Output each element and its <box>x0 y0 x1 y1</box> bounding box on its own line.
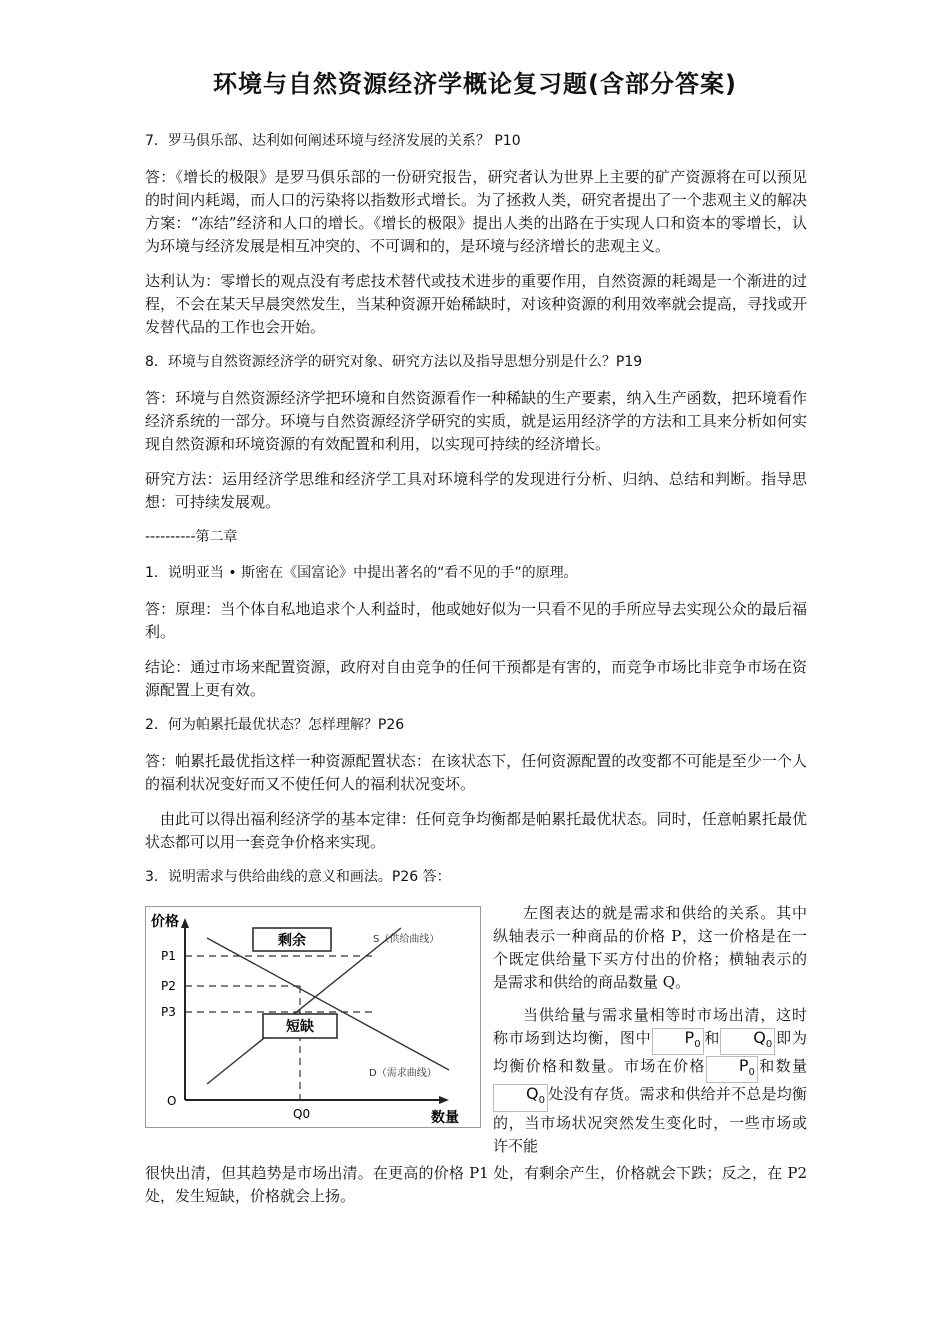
chapter2-question-3: 3．说明需求与供给曲线的意义和画法。P26 答： <box>145 869 451 885</box>
question-7: 7．罗马俱乐部、达利如何阐述环境与经济发展的关系？ P10 <box>145 133 521 149</box>
p2-tick-label: P2 <box>161 979 176 993</box>
supply-demand-diagram <box>145 906 481 1128</box>
figure-explanation-paragraph-1: 左图表达的就是需求和供给的关系。其中纵轴表示一种商品的价格 P，这一价格是在一个既定供给量下买方付出的价格；横轴表示的是需求和供给的商品数量 Q。 <box>493 904 807 991</box>
question-8: 8．环境与自然资源经济学的研究对象、研究方法以及指导思想分别是什么？P19 <box>145 354 643 370</box>
chapter2-answer-2-paragraph-1: 答：帕累托最优指这样一种资源配置状态：在该状态下，任何资源配置的改变都不可能是至少一个人的福利状况变好而又不使任何人的福利状况变坏。 <box>145 752 807 793</box>
q0-tick-label: Q0 <box>293 1107 311 1121</box>
surplus-label: 剩余 <box>278 933 306 949</box>
chapter2-question-2: 2．何为帕累托最优状态？怎样理解？P26 <box>145 717 405 733</box>
p0-symbol-2: $P_0$ <box>706 1056 758 1083</box>
demand-curve-label: D（需求曲线） <box>369 1068 437 1079</box>
shortage-label: 短缺 <box>286 1019 314 1035</box>
document-body <box>145 130 807 1220</box>
p1-tick-label: P1 <box>161 949 176 963</box>
chapter2-question-1: 1．说明亚当 • 斯密在《国富论》中提出著名的“看不见的手”的原理。 <box>145 565 578 581</box>
answer-8-paragraph-1: 答：环境与自然资源经济学把环境和自然资源看作一种稀缺的生产要素，纳入生产函数，把环境看作经济系统的一部分。环境与自然资源经济学研究的实质，就是运用经济学的方法和工具来分析如何实现自然资源和环境资源的有效配置和利用，以实现可持续的经济增长。 <box>145 389 807 453</box>
q0-symbol-2: $Q_0$ <box>493 1084 548 1111</box>
figure-explanation-paragraph-2: 当供给量与需求量相等时市场出清，这时称市场到达均衡，图中 $P_0$ 和 $Q_0$ 即为均衡价格和数量。市场在价格 $P_0$ 和数量$Q_0$ 处没有存货。需求和供给并不总是均衡的，当市场状况突然发生变化时，一些市场或许不能 <box>493 1006 807 1155</box>
q0-symbol: $Q_0$ <box>720 1028 775 1055</box>
chapter2-answer-2-paragraph-2: 由此可以得出福利经济学的基本定律：任何竞争均衡都是帕累托最优状态。同时，任意帕累托最优状态都可以用一套竞争价格来实现。 <box>145 810 807 851</box>
chapter2-answer-1-paragraph-1: 答：原理：当个体自私地追求个人利益时，他或她好似为一只看不见的手所应导去实现公众的最后福利。 <box>145 600 807 641</box>
y-axis-label: 价格 <box>151 914 179 930</box>
answer-7-paragraph-1: 答：《增长的极限》是罗马俱乐部的一份研究报告，研究者认为世界上主要的矿产资源将在可以预见的时间内耗竭，而人口的污染将以指数形式增长。为了拯救人类，研究者提出了一个悲观主义的解决方案：“冻结”经济和人口的增长。《增长的极限》提出人类的出路在于实现人口和资本的零增长，认为环境与经济发展是相互冲突的、不可调和的，是环境与经济增长的悲观主义。 <box>145 168 807 255</box>
p3-tick-label: P3 <box>161 1005 176 1019</box>
answer-8-paragraph-2: 研究方法：运用经济学思维和经济学工具对环境科学的发现进行分析、归纳、总结和判断。指导思想：可持续发展观。 <box>145 470 807 511</box>
origin-label: O <box>167 1094 177 1108</box>
document-title: 环境与自然资源经济学概论复习题(含部分答案) <box>213 70 737 98</box>
figure-explanation-continued: 很快出清，但其趋势是市场出清。在更高的价格 P1 处，有剩余产生，价格就会下跌；反之，在 P2 处，发生短缺，价格就会上扬。 <box>145 1163 807 1205</box>
chapter-heading: ----------第二章 <box>145 529 238 545</box>
answer-7-paragraph-2: 达利认为：零增长的观点没有考虑技术替代或技术进步的重要作用，自然资源的耗竭是一个渐进的过程，不会在某天早晨突然发生，当某种资源开始稀缺时，对该种资源的利用效率就会提高，寻找或开发替代品的工作也会开始。 <box>145 272 807 336</box>
figure-explanation <box>493 902 807 1168</box>
p0-symbol: $P_0$ <box>652 1028 704 1055</box>
figure-row <box>145 902 807 1168</box>
x-axis-label: 数量 <box>431 1110 459 1126</box>
supply-curve-label: S（供给曲线） <box>373 934 440 945</box>
chapter2-answer-1-paragraph-2: 结论：通过市场来配置资源，政府对自由竞争的任何干预都是有害的，而竞争市场比非竞争市场在资源配置上更有效。 <box>145 658 807 699</box>
